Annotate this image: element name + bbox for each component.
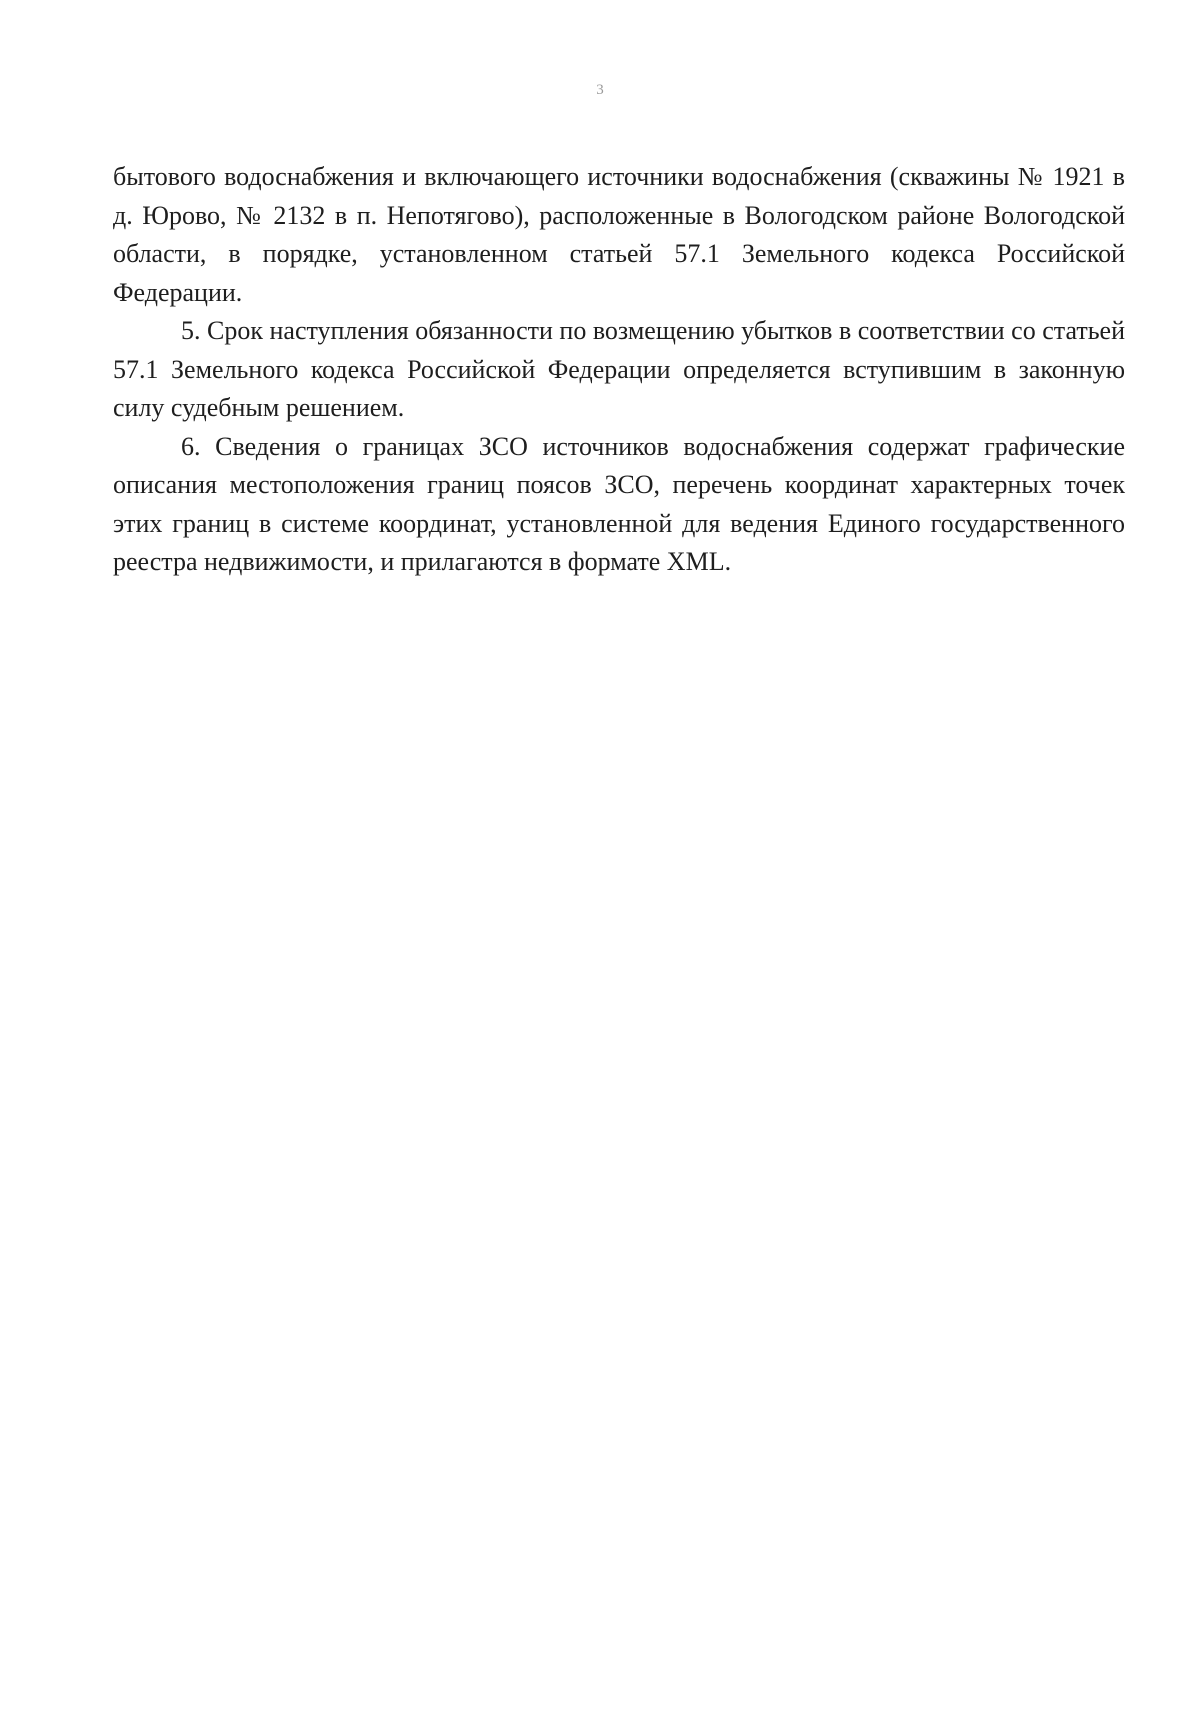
paragraph-item-5: 5. Срок наступления обязанности по возмещению убытков в соответствии со статьей 57.1 Земельного кодекса Российской Федерации определяется вступившим в законную силу судебным решением. [113,316,1125,422]
paragraph-item-6: 6. Сведения о границах ЗСО источников водоснабжения содержат графические описания местоположения границ поясов ЗСО, перечень координат характерных точек этих границ в системе координат, установленной для ведения Единого государственного реестра недвижимости, и прилагаются в формате XML. [113,431,1125,576]
paragraph-continuation: бытового водоснабжения и включающего источники водоснабжения (скважины № 1921 в д. Юрово, № 2132 в п. Непотягово), расположенные в Вологодском районе Вологодской области, в порядке, установленном статьей 57.1 Земельного кодекса Российской Федерации. [113,162,1125,307]
document-body [113,158,1125,582]
page-number: 3 [596,82,604,98]
